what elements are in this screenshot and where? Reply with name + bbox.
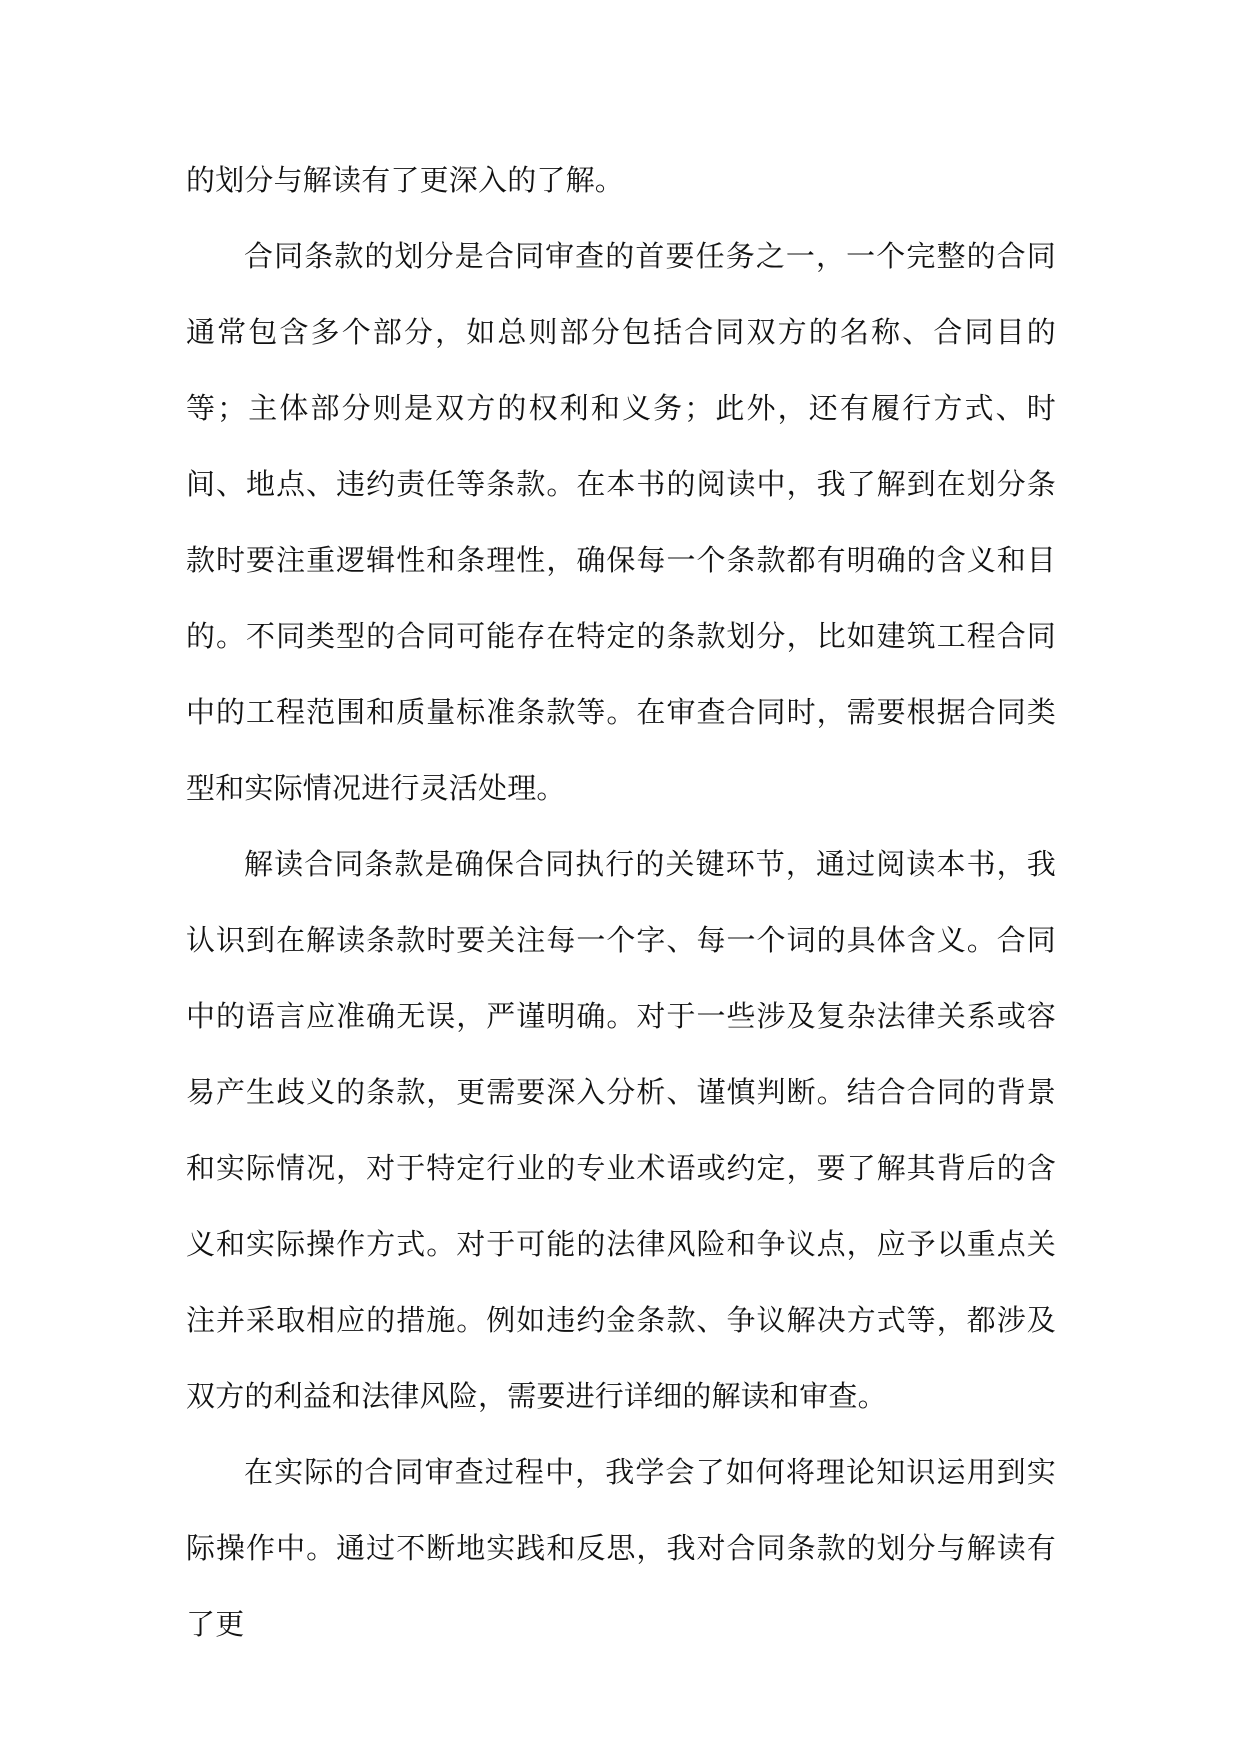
paragraph-clause-interpretation: 解读合同条款是确保合同执行的关键环节，通过阅读本书，我认识到在解读条款时要关注每一个字、每一个词的具体含义。合同中的语言应准确无误，严谨明确。对于一些涉及复杂法律关系或容易产生歧义的条款，更需要深入分析、谨慎判断。结合合同的背景和实际情况，对于特定行业的专业术语或约定，要了解其背后的含义和实际操作方式。对于可能的法律风险和争议点，应予以重点关注并采取相应的措施。例如违约金条款、争议解决方式等，都涉及双方的利益和法律风险，需要进行详细的解读和审查。	[186, 847, 1056, 1413]
paragraph-clause-division: 合同条款的划分是合同审查的首要任务之一，一个完整的合同通常包含多个部分，如总则部分包括合同双方的名称、合同目的等；主体部分则是双方的权利和义务；此外，还有履行方式、时间、地点、违约责任等条款。在本书的阅读中，我了解到在划分条款时要注重逻辑性和条理性，确保每一个条款都有明确的含义和目的。不同类型的合同可能存在特定的条款划分，比如建筑工程合同中的工程范围和质量标准条款等。在审查合同时，需要根据合同类型和实际情况进行灵活处理。	[186, 239, 1056, 805]
paragraph-practical-review: 在实际的合同审查过程中，我学会了如何将理论知识运用到实际操作中。通过不断地实践和反思，我对合同条款的划分与解读有了更	[186, 1455, 1056, 1641]
paragraph-continuation: 的划分与解读有了更深入的了解。	[186, 163, 625, 197]
document-body	[186, 142, 1056, 1662]
